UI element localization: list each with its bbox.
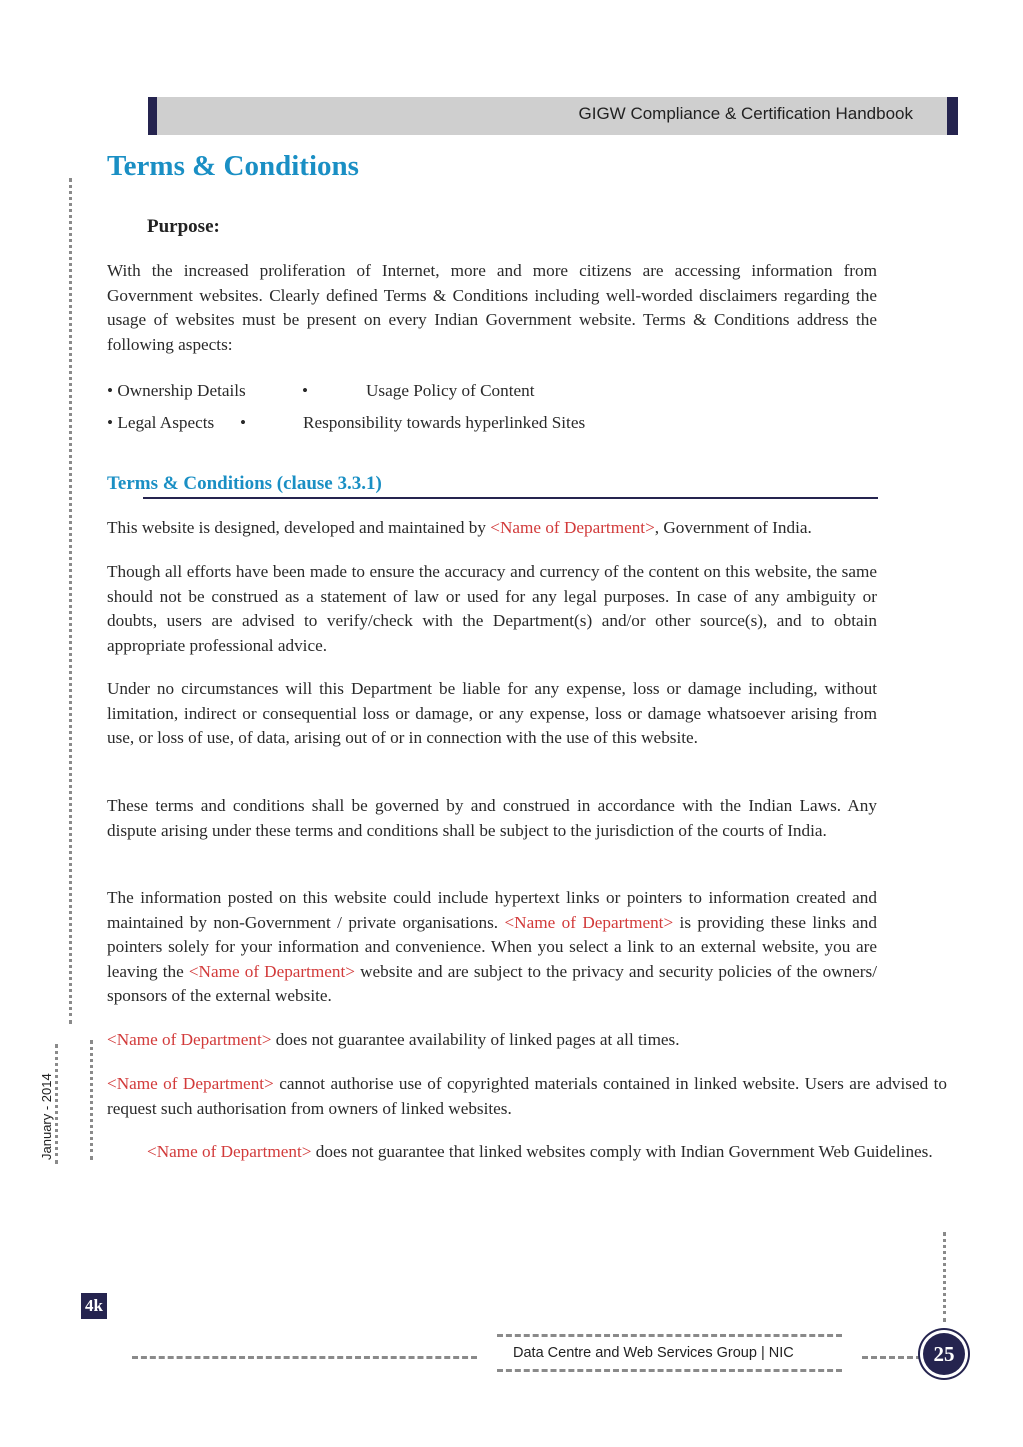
text: website and are subject to the privacy and security policies of the owners/ sponsors of the external website. xyxy=(107,961,877,1005)
text: does not guarantee that linked websites comply with Indian Government Web Guidelines. xyxy=(311,1142,933,1161)
aspect-ownership: • Ownership Details xyxy=(107,381,246,400)
text: cannot authorise use of copyrighted materials contained in linked website. Users are advised to request such authorisation from owners of linked websites. xyxy=(107,1074,947,1118)
department-placeholder: <Name of Department> xyxy=(107,1030,272,1049)
text: is providing these links and pointers solely for your information and convenience. When you select a link to an external website, you are leaving the xyxy=(107,912,877,981)
header-accent-right xyxy=(947,97,958,135)
aspect-hyperlinked-sites: Responsibility towards hyperlinked Sites xyxy=(303,413,586,432)
paragraph-accuracy: Though all efforts have been made to ensure the accuracy and currency of the content on this website, the same should not be construed as a statement of law or used for any legal purposes. In case of any ambiguity or doubts, users are advised to verify/check with the Department(s) and/or other source(s), and to obtain appropriate professional advice. xyxy=(107,562,877,655)
page-title: Terms & Conditions xyxy=(107,150,359,182)
badge-4k: 4k xyxy=(81,1293,107,1319)
text: , Government of India. xyxy=(654,518,812,537)
paragraph-governing-law: These terms and conditions shall be governed by and construed in accordance with the Indian Laws. Any dispute arising under these terms and conditions shall be subject to the jurisdiction of the courts of India. xyxy=(107,796,877,840)
paragraph-designed-by xyxy=(107,516,947,541)
header-accent-left xyxy=(148,97,157,135)
purpose-heading: Purpose: xyxy=(147,216,220,237)
department-placeholder: <Name of Department> xyxy=(107,1074,274,1093)
page-number: 25 xyxy=(923,1333,965,1375)
footer-text: Data Centre and Web Services Group | NIC xyxy=(513,1345,794,1361)
paragraph-web-guidelines xyxy=(147,1140,961,1165)
section-underline xyxy=(143,497,878,499)
paragraph-external-links xyxy=(107,886,877,1009)
text: This website is designed, developed and maintained by xyxy=(107,518,491,537)
department-placeholder: <Name of Department> xyxy=(490,518,655,537)
department-placeholder: <Name of Department> xyxy=(188,961,355,981)
footer-dotted-line xyxy=(132,1356,477,1359)
purpose-paragraph: With the increased proliferation of Internet, more and more citizens are accessing information from Government websites. Clearly defined Terms & Conditions including well-worded disclaimers regarding the usage of websites must be present on every Indian Government website. Terms & Conditions address the following aspects: xyxy=(107,261,877,354)
aspect-bullet: • xyxy=(240,413,247,432)
department-placeholder: <Name of Department> xyxy=(147,1142,312,1161)
paragraph-availability xyxy=(107,1028,877,1053)
aspect-usage-policy: Usage Policy of Content xyxy=(366,381,535,400)
side-date: January - 2014 xyxy=(39,1073,54,1160)
paragraph-liability: Under no circumstances will this Department be liable for any expense, loss or damage including, without limitation, indirect or consequential loss or damage, or any expense, loss or damage whatsoever arising from use, or loss of use, of data, arising out of or in connection with the use of this website. xyxy=(107,679,877,747)
text: does not guarantee availability of linked pages at all times. xyxy=(271,1030,680,1049)
left-dotted-border-lower xyxy=(90,1040,93,1160)
footer-dotted-line-right xyxy=(862,1356,922,1359)
text: The information posted on this website could include hypertext links or pointers to information created and maintained by non-Government / private organisations. xyxy=(107,888,877,932)
paragraph-copyright xyxy=(107,1072,947,1121)
aspect-legal: • Legal Aspects xyxy=(107,413,215,432)
left-dotted-border xyxy=(69,178,72,1024)
right-dotted-border xyxy=(943,1232,946,1322)
aspect-bullet: • xyxy=(302,381,309,400)
header-title: GIGW Compliance & Certification Handbook xyxy=(578,104,913,123)
department-placeholder: <Name of Department> xyxy=(504,912,674,932)
section-heading: Terms & Conditions (clause 3.3.1) xyxy=(107,473,382,494)
